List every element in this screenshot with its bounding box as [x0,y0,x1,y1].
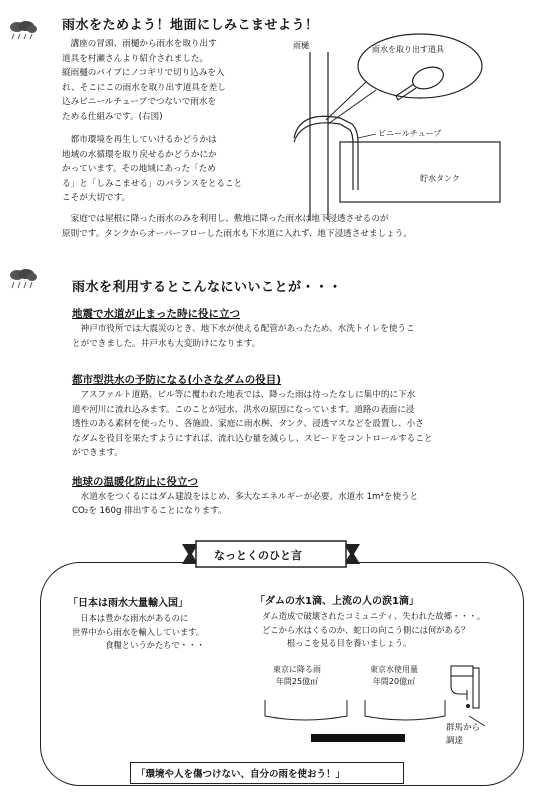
rain-cloud-icon [8,268,38,293]
benefit-1-heading: 地震で水道が止まった時に役に立つ [72,308,240,320]
benefit-1-text: 神戸市役所では大震災のとき、地下水が使える配管があったため、水洗トイレを使うこ とができました。井戸水も大変助けになります。 [72,324,415,349]
benefit-3-heading: 地球の温暖化防止に役立つ [72,476,198,488]
section1-title: 雨水をためよう！地面にしみこませよう！ [62,18,319,33]
rainwater-tank-diagram [280,30,510,220]
benefit-2-text: アスファルト道路、ビル等に覆われた地表では、降った雨は待ったなしに集中的に下水 道や河川に流れ込みます。このことが冠水、洪水の原因になっています。道路の表面に浸 透性のある素材を使ったり、各施設、家庭に雨水桝、タンク、浸透マスなどを設置し、小さ なダムを役目を果たすようにすれば、流れ込む量を減らし、スピードをコントロールすること ができます。 [72,390,433,459]
rain-cloud-icon [8,20,38,43]
tokyo-rain-label: 東京に降る雨 年間25億㎥ [273,665,321,686]
right-quote-title: 「ダムの水1滴、上流の人の涙1滴」 [255,596,419,607]
section2-title: 雨水を利用するとこんなにいいことが・・・ [72,280,343,295]
section1-intro: 講座の冒頭、雨樋から雨水を取り出す 道具を村瀬さんより紹介されました。 縦雨樋のパイプにノコギリで切り込みを入 れ、そこにこの雨水を取り出す道具を差し 込みビニールチューブでつないで雨水を ためる仕組みです。(右図) [62,39,226,122]
gutter-label: 雨樋 [293,41,309,50]
benefit-2-heading: 都市型洪水の予防になる(小さなダムの役目) [72,374,282,386]
footer-slogan: 「環境や人を傷つけない、自分の雨を使おう！」 [136,769,346,780]
left-quote-text: 日本は豊かな雨水があるのに 世界中から雨水を輸入しています。 食糧というかたちで・・・ [72,613,205,650]
benefit-3-text: 水道水をつくるにはダム建設をはじめ、多大なエネルギーが必要。水道水 1m³を使うと [72,492,419,502]
benefit-3-text-2: CO₂を 160g 排出することになります。 [72,506,227,516]
tokyo-use-label: 東京水使用量 年間20億㎥ [370,665,418,686]
tank-label: 貯水タンク [420,174,460,183]
tube-label: ビニールチューブ [378,129,442,138]
section1-para2: 都市環境を再生していけるかどうかは 地域の水循環を取り戻せるかどうかにか かっています。その地域にあった「ため る」と「しみこませる」のバランスをとること こそが大切です。 [62,135,243,204]
banner-title: なっとくのひと言 [214,549,302,562]
gunma-label: 群馬から 調達 [446,723,481,746]
left-quote-title: 「日本は雨水大量輸入国」 [68,598,188,609]
section1-para3: 家庭では屋根に降った雨水のみを利用し、敷地に降った雨水は地下浸透させるのが 原則です。タンクからオーバーフローした雨水も下水道に入れず、地下浸透させましょう。 [62,214,412,239]
tool-label: 雨水を取り出す道具 [372,45,444,54]
right-quote-text: ダム造成で破壊されたコミュニティ、失われた故郷・・・。 どこから水はくるのか、蛇口の向こう側には何がある？ 根っこを見る目を養いましょう。 [262,611,486,648]
